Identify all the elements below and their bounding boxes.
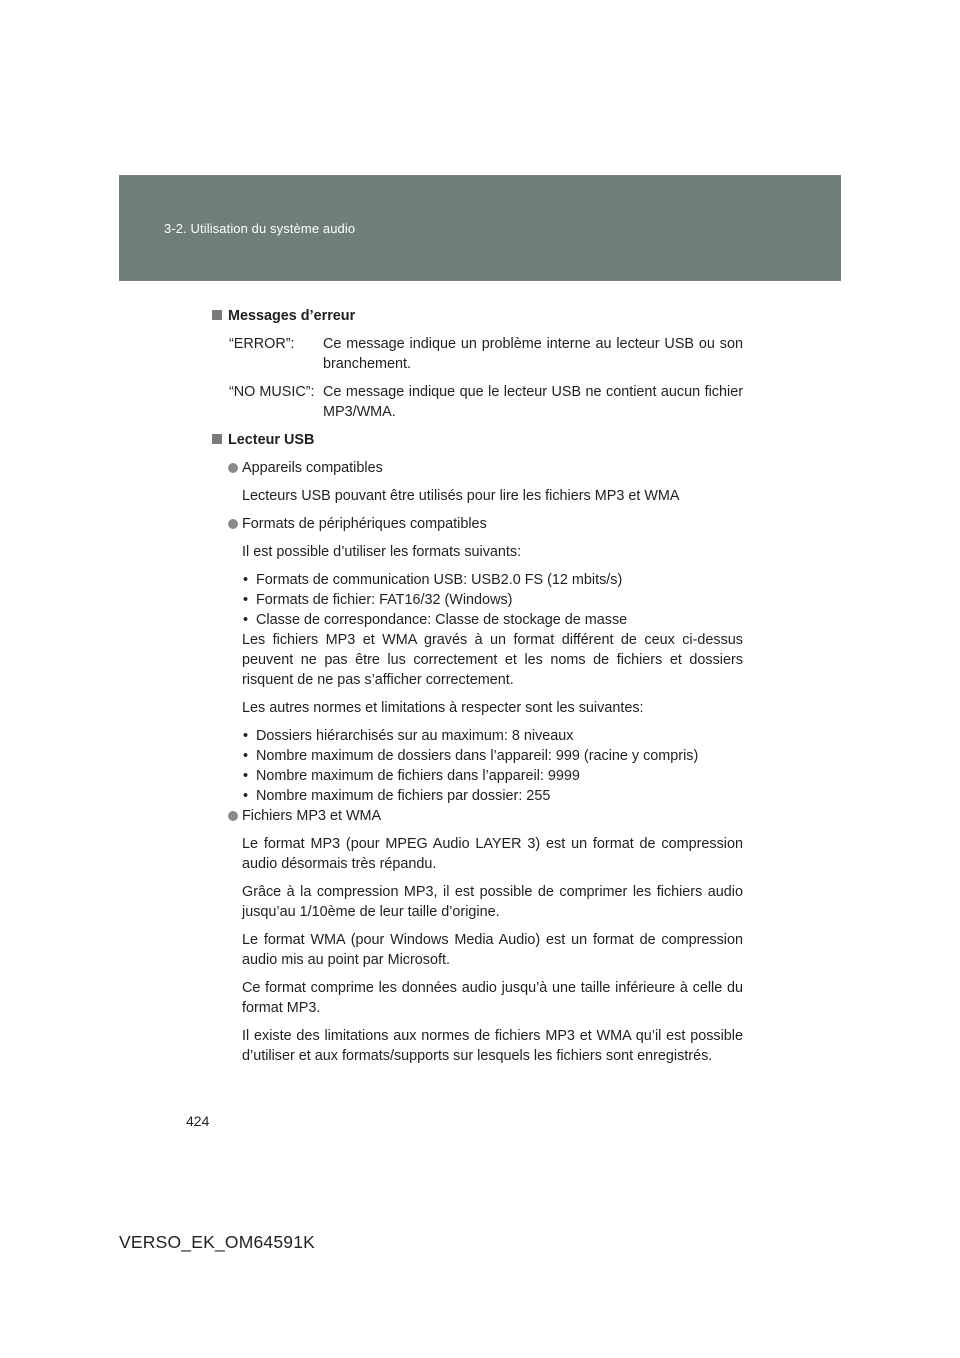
list-item: • Nombre maximum de fichiers par dossier: 255 [242,786,743,806]
definition-desc: Ce message indique un problème interne au lecteur USB ou son branchement. [323,336,743,372]
paragraph: Il est possible d’utiliser les formats suivants: [242,544,522,560]
round-bullet-icon [228,519,238,529]
definition-term: “NO MUSIC”: [229,384,315,400]
subheading-compatible-devices: Appareils compatibles [212,458,743,478]
list-item: • Formats de fichier: FAT16/32 (Windows) [242,590,743,610]
square-bullet-icon [212,310,222,320]
section-header-band [119,175,841,281]
section-title: 3-2. Utilisation du système audio [164,221,356,236]
paragraph: Le format WMA (pour Windows Media Audio) est un format de compression audio mis au point par Microsoft. [242,932,743,968]
square-bullet-icon [212,434,222,444]
document-code: VERSO_EK_OM64591K [119,1232,316,1252]
list-item: • Nombre maximum de dossiers dans l’appareil: 999 (racine y compris) [242,746,743,766]
list-item: • Formats de communication USB: USB2.0 FS (12 mbits/s) [242,570,743,590]
definition-desc: Ce message indique que le lecteur USB ne contient aucun fichier MP3/WMA. [323,384,743,420]
paragraph: Le format MP3 (pour MPEG Audio LAYER 3) est un format de compression audio désormais très répandu. [242,836,743,872]
paragraph: Lecteurs USB pouvant être utilisés pour lire les fichiers MP3 et WMA [242,488,680,504]
list-item: • Nombre maximum de fichiers dans l’appareil: 9999 [242,766,743,786]
page-content [212,306,743,1066]
list-item: • Classe de correspondance: Classe de stockage de masse [242,610,743,630]
round-bullet-icon [228,463,238,473]
formats-list [242,570,743,630]
definition-term: “ERROR”: [229,336,295,352]
subheading-mp3-wma-files: Fichiers MP3 et WMA [212,806,743,826]
paragraph: Les autres normes et limitations à respecter sont les suivantes: [242,700,644,716]
heading-error-messages: Messages d’erreur [212,306,743,326]
paragraph: Les fichiers MP3 et WMA gravés à un format différent de ceux ci-dessus peuvent ne pas être lus correctement et les noms de fichiers et dossiers risquent de ne pas s’afficher correctement. [242,632,743,688]
paragraph: Il existe des limitations aux normes de fichiers MP3 et WMA qu’il est possible d’utiliser et aux formats/supports sur lesquels les fichiers sont enregistrés. [242,1028,743,1064]
heading-usb-player: Lecteur USB [212,430,743,450]
paragraph: Ce format comprime les données audio jusqu’à une taille inférieure à celle du format MP3. [242,980,743,1016]
definition-row-no-music [229,382,743,422]
definition-row-error [229,334,743,374]
paragraph: Grâce à la compression MP3, il est possible de comprimer les fichiers audio jusqu’au 1/10ème de leur taille d’origine. [242,884,743,920]
list-item: • Dossiers hiérarchisés sur au maximum: 8 niveaux [242,726,743,746]
page-number: 424 [186,1113,210,1129]
limits-list [242,726,743,806]
subheading-compatible-formats: Formats de périphériques compatibles [212,514,743,534]
round-bullet-icon [228,811,238,821]
